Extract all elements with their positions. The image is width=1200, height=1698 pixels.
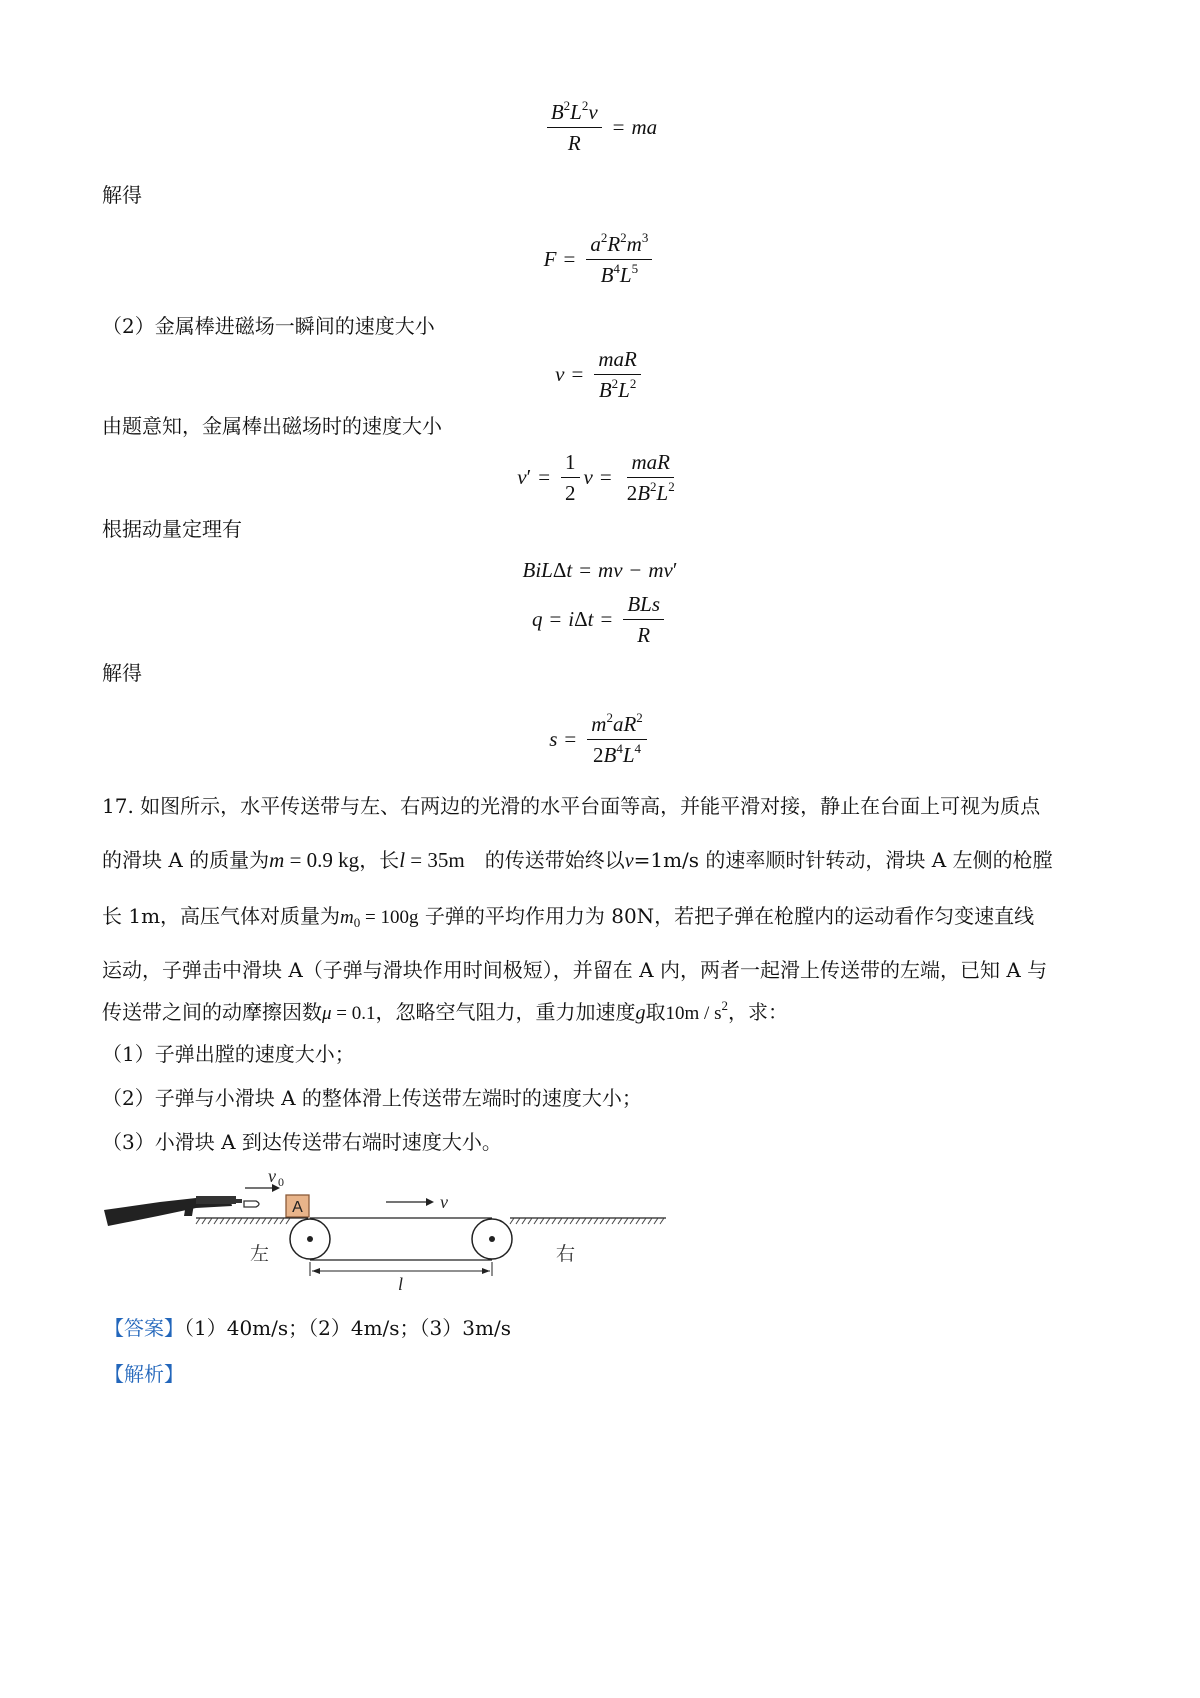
v0-subscript: 0: [278, 1175, 284, 1189]
question-1: （1）子弹出膛的速度大小；: [102, 1042, 355, 1066]
conveyor-belt: [290, 1218, 512, 1260]
part2-intro: （2）金属棒进磁场一瞬间的速度大小: [102, 314, 435, 338]
answer-tag: 【答案】: [104, 1316, 184, 1340]
momentum-intro: 根据动量定理有: [102, 517, 242, 541]
conveyor-figure: [100, 1168, 680, 1293]
jiede-label-1: 解得: [102, 183, 142, 207]
equation-force-balance: $\frac{B^2L^2v}{R}$ = ma: [0, 100, 1200, 155]
jiede-label-2: 解得: [102, 661, 142, 685]
v0-label: v: [268, 1168, 276, 1186]
answer-text: （1）40m/s；（2）4m/s；（3）3m/s: [184, 1316, 511, 1340]
problem-line-4: 运动，子弹击中滑块 A（子弹与滑块作用时间极短），并留在 A 内，两者一起滑上传送带的左端，已知 A 与: [102, 958, 1048, 982]
left-label: 左: [250, 1243, 270, 1265]
block-a-label: A: [292, 1199, 303, 1216]
bullet-icon: [244, 1201, 259, 1207]
equation-entry-speed: v = $\frac{\text{maR}}{B^2L^2}$: [0, 347, 1200, 402]
answer-line: [104, 1312, 1094, 1341]
right-label: 右: [556, 1243, 576, 1265]
problem-line-3: 长 1m，高压气体对质量为$m_0 = 100g$ 子弹的平均作用力为 80N，若把子弹在枪膛内的运动看作匀变速直线: [102, 904, 1035, 930]
v-label: v: [440, 1192, 448, 1212]
equation-charge: q = iΔt = $\frac{\text{BLs}}{R}$: [0, 592, 1200, 647]
exit-speed-intro: 由题意知，金属棒出磁场时的速度大小: [102, 414, 442, 438]
equation-distance-result: s = $\frac{m^2aR^2}{2B^4L^4}$: [0, 712, 1200, 767]
question-3: （3）小滑块 A 到达传送带右端时速度大小。: [102, 1130, 502, 1154]
problem-line-5: 传送带之间的动摩擦因数μ = 0.1，忽略空气阻力，重力加速度g取$10m / s^2$，求：: [102, 998, 788, 1024]
equation-exit-speed: v′ = $\frac{1}{2}$ v = $\frac{\text{maR}}{2B^2L^2}$: [517, 450, 675, 505]
problem-line-2: 的滑块 A 的质量为m = 0.9 kg，长l = 35m 的传送带始终以v=1m/s 的速率顺时针转动，滑块 A 左侧的枪膛: [102, 848, 1053, 872]
length-label: l: [398, 1274, 404, 1293]
question-2: （2）子弹与小滑块 A 的整体滑上传送带左端时的速度大小；: [102, 1086, 642, 1110]
equation-impulse: BiLΔt = mv − mv′: [522, 558, 678, 582]
equation-force-result: F = $\frac{a^2R^2m^3}{B^4L^5}$: [0, 232, 1200, 287]
analysis-tag: 【解析】: [104, 1362, 184, 1386]
problem-line-1: 17. 如图所示，水平传送带与左、右两边的光滑的水平台面等高，并能平滑对接，静止在台面上可视为质点: [102, 794, 1041, 818]
analysis-line: [104, 1358, 1094, 1387]
